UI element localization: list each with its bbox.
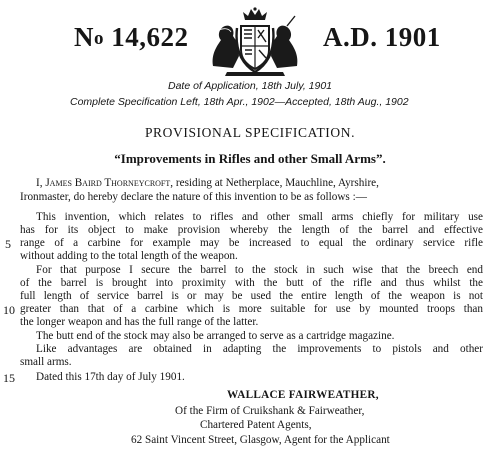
line-number-10: 10	[3, 303, 15, 317]
body-line: has for its object to make provision whereby the length of the barrel and effective	[20, 224, 483, 236]
invention-title: “Improvements in Rifles and other Small Arms”.	[114, 151, 386, 166]
body-line: Like advantages are obtained in adapting the improvements to pistols and other	[36, 343, 483, 355]
line-number-15: 15	[3, 371, 15, 385]
patent-number-value: 14,622	[111, 22, 189, 52]
patent-year: A.D. 1901	[323, 22, 441, 52]
patent-number	[74, 22, 189, 53]
body-line: range of a carbine for example may be increased to equal the ordinary service rifle	[20, 237, 483, 249]
agent-address: 62 Saint Vincent Street, Glasgow, Agent for the Applicant	[131, 434, 390, 446]
body-line: This invention, which relates to rifles and other small arms chiefly for military use	[36, 211, 483, 223]
agent-name: WALLACE FAIRWEATHER,	[227, 389, 379, 401]
agent-role: Chartered Patent Agents,	[200, 419, 312, 431]
declaration-rest: , residing at Netherplace, Mauchline, Ayrshire,	[170, 177, 379, 189]
body-line: of the barrel is brought into proximity with the butt of the rifle and thus whilst the	[20, 277, 483, 289]
date-of-application: Date of Application, 18th July, 1901	[167, 80, 333, 92]
complete-specification-dates: Complete Specification Left, 18th Apr., 1902—Accepted, 18th Aug., 1902	[70, 96, 409, 108]
declaration-line-2: Ironmaster, do hereby declare the nature of this invention to be as follows :—	[20, 191, 367, 203]
line-number-5: 5	[5, 237, 11, 251]
dated-line: Dated this 17th day of July 1901.	[36, 371, 185, 383]
body-line: greater than that of a carbine which is more suitable for use by mounted troops than	[20, 303, 483, 315]
body-line: The butt end of the stock may also be arranged to serve as a cartridge magazine.	[36, 330, 395, 342]
body-line: without adding to the total length of the weapon.	[20, 250, 238, 262]
patent-number-prefix: N	[74, 22, 94, 52]
declaration-line-1	[36, 177, 472, 190]
specification-heading: PROVISIONAL SPECIFICATION.	[144, 125, 356, 140]
body-line: For that purpose I secure the barrel to the stock in such wise that the breech end	[36, 264, 483, 276]
declaration-prefix: I,	[36, 177, 46, 189]
body-line: small arms.	[20, 356, 72, 368]
patent-number-superscript: o	[94, 28, 104, 49]
body-line: the longer weapon and has the full range of the latter.	[20, 316, 259, 328]
body-line: full length of service barrel is or may be used the entire length of the weapon is not	[20, 290, 483, 302]
inventor-name: James Baird Thorneycroft	[45, 177, 171, 189]
agent-firm: Of the Firm of Cruikshank & Fairweather,	[175, 405, 365, 417]
royal-coat-of-arms-icon	[207, 6, 303, 76]
